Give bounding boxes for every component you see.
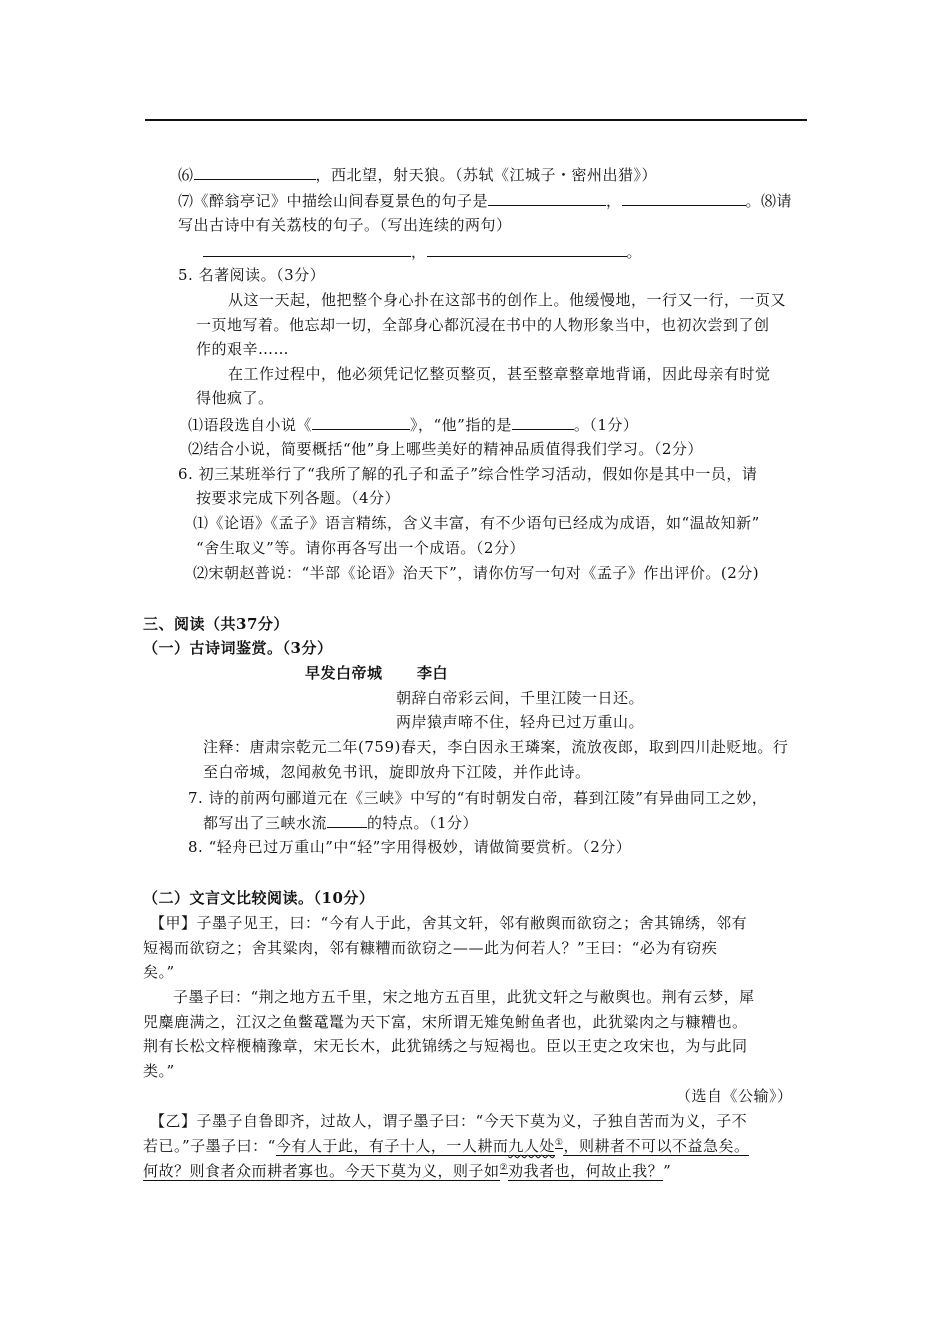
q7-flow-blank[interactable] <box>327 812 367 828</box>
q7-text: 的特点。（1分） <box>367 814 479 832</box>
q6-title-cont: 按要求完成下列各题。（4分） <box>196 489 401 507</box>
q6-sub1-cont: “舍生取义”等。请你再各写出一个成语。（2分） <box>196 539 525 557</box>
poem-note: 注释：唐肃宗乾元二年(759)春天，李白因永王璘案，流放夜郎，取到四川赴贬地。行 <box>203 738 789 756</box>
q6-number: ⑹ <box>178 166 194 184</box>
q6-text: ，西北望，射天狼。（苏轼《江城子・密州出猎》） <box>315 166 658 184</box>
q7-blank-1[interactable] <box>488 190 606 206</box>
part-2-heading: （二）文言文比较阅读。（10分） <box>143 889 375 907</box>
q8-blank-2[interactable] <box>427 241 627 257</box>
poem-title: 早发白帝城 <box>305 664 383 682</box>
yi-text: ” <box>663 1162 672 1180</box>
q7-text: 都写出了三峡水流 <box>203 814 328 832</box>
passage-jia-line: 【甲】子墨子见王，曰：“今有人于此，舍其文轩，邻有敝舆而欲窃之；舍其锦绣，邻有 <box>150 914 748 932</box>
passage-jia-line: 短褐而欲窃之；舍其粱肉，邻有糠糟而欲窃之——此为何若人？”王曰：“必为有窃疾 <box>143 939 718 957</box>
header-rule <box>145 119 807 121</box>
q7-comma: ， <box>606 192 622 210</box>
q7-blank-2[interactable] <box>622 190 746 206</box>
passage-jia-line: 荆有长松文梓楩楠豫章，宋无长木，此犹锦绣之与短褐也。臣以王吏之攻宋也，为与此同 <box>143 1037 748 1055</box>
poem-author: 李白 <box>417 664 449 682</box>
question-7-fill <box>178 190 792 211</box>
section-3-heading: 三、阅读（共37分） <box>143 615 289 633</box>
yi-underlined-text: ，则耕者不可以不益急矣。 <box>563 1137 750 1155</box>
q5-passage-line: 得他疯了。 <box>196 389 274 407</box>
q5-sub2: ⑵结合小说，简要概括“他”身上哪些美好的精神品质值得我们学习。（2分） <box>188 440 703 458</box>
q8-blank-1[interactable] <box>203 241 411 257</box>
q7-title: 7. 诗的前两句郦道元在《三峡》中写的“有时朝发白帝，暮到江陵”有异曲同工之妙， <box>188 789 768 807</box>
yi-underlined-text: 何故？则食者众而耕者寡也。今天下莫为义，则子如 <box>143 1162 500 1180</box>
yi-wavy-underlined-text: 九人处 <box>508 1137 555 1155</box>
q5-sub1 <box>188 414 638 435</box>
q5-passage-line: 作的艰辛…… <box>196 340 290 358</box>
yi-underlined-text: 劝我者也，何故止我？ <box>508 1162 664 1180</box>
part-1-heading: （一）古诗词鉴赏。（3分） <box>143 639 333 657</box>
passage-yi-line <box>143 1136 749 1156</box>
passage-jia-line: 类。” <box>143 1062 175 1080</box>
q5-sub1-text: ⑴语段选自小说《 <box>188 416 313 434</box>
q7-tail: 。⑻请 <box>745 192 793 210</box>
poem-line: 两岸猿声啼不住，轻舟已过万重山。 <box>396 713 645 731</box>
passage-yi-line <box>143 1161 671 1181</box>
q5-passage-line: 从这一天起，他把整个身心扑在这部书的创作上。他缓慢地，一行又一行，一页又 <box>228 291 787 309</box>
q6-sub1: ⑴《论语》《孟子》语言精练，含义丰富，有不少语句已经成为成语，如“温故知新” <box>193 514 760 532</box>
poem-line: 朝辞白帝彩云间，千里江陵一日还。 <box>396 689 645 707</box>
question-6-fill <box>178 164 657 185</box>
yi-text: 若已。”子墨子曰：“ <box>143 1137 276 1155</box>
yi-underlined-text: 今有人于此，有子十人，一人耕而 <box>275 1137 509 1155</box>
question-8-fill <box>203 241 642 262</box>
q5-passage-line: 一页地写着。他忘却一切，全部身心都沉浸在书中的人物形象当中，也初次尝到了创 <box>196 316 770 334</box>
q5-book-blank[interactable] <box>312 414 410 430</box>
footnote-marker: ① <box>554 1138 564 1148</box>
passage-jia-line: 矣。” <box>143 963 175 981</box>
q8-end: 。 <box>626 243 643 261</box>
q7-cont <box>203 812 478 833</box>
q8-comma: ， <box>411 243 427 261</box>
q5-passage-line: 在工作过程中，他必须凭记忆整页整页，甚至整章整章地背诵，因此母亲有时觉 <box>228 365 771 383</box>
q7-text: ⑺《醉翁亭记》中描绘山间春夏景色的句子是 <box>178 192 489 210</box>
q8-title: 8. “轻舟已过万重山”中“轻”字用得极妙，请做简要赏析。（2分） <box>188 838 632 856</box>
q6-sub2: ⑵宋朝赵普说：“半部《论语》治天下”，请你仿写一句对《孟子》作出评价。(2分) <box>193 564 760 582</box>
question-8-prompt: 写出古诗中有关荔枝的句子。（写出连续的两句） <box>178 216 512 234</box>
passage-jia-line: 子墨子曰：“荆之地方五千里，宋之地方五百里，此犹文轩之与敝舆也。荆有云梦，犀 <box>173 988 755 1006</box>
q5-sub1-text: 》，“他”指的是 <box>410 416 512 434</box>
q6-blank[interactable] <box>194 164 316 180</box>
poem-note-cont: 至白帝城，忽闻赦免书讯，旋即放舟下江陵，并作此诗。 <box>203 763 591 781</box>
q6-title: 6. 初三某班举行了“我所了解的孔子和孟子”综合性学习活动，假如你是其中一员，请 <box>178 465 758 483</box>
passage-jia-line: 兕麋鹿满之，江汉之鱼鳖鼋鼍为天下富，宋所谓无雉兔鲋鱼者也，此犹粱肉之与糠糟也。 <box>143 1013 748 1031</box>
footnote-marker: ② <box>499 1163 509 1173</box>
q5-title: 5. 名著阅读。（3分） <box>178 266 326 284</box>
q5-person-blank[interactable] <box>512 414 574 430</box>
passage-jia-source: （选自《公输》） <box>676 1087 793 1105</box>
q5-sub1-text: 。（1分） <box>573 416 639 434</box>
passage-yi-line: 【乙】子墨子自鲁即齐，过故人，谓子墨子曰：“今天下莫为义，子独自苦而为义，子不 <box>150 1112 748 1130</box>
